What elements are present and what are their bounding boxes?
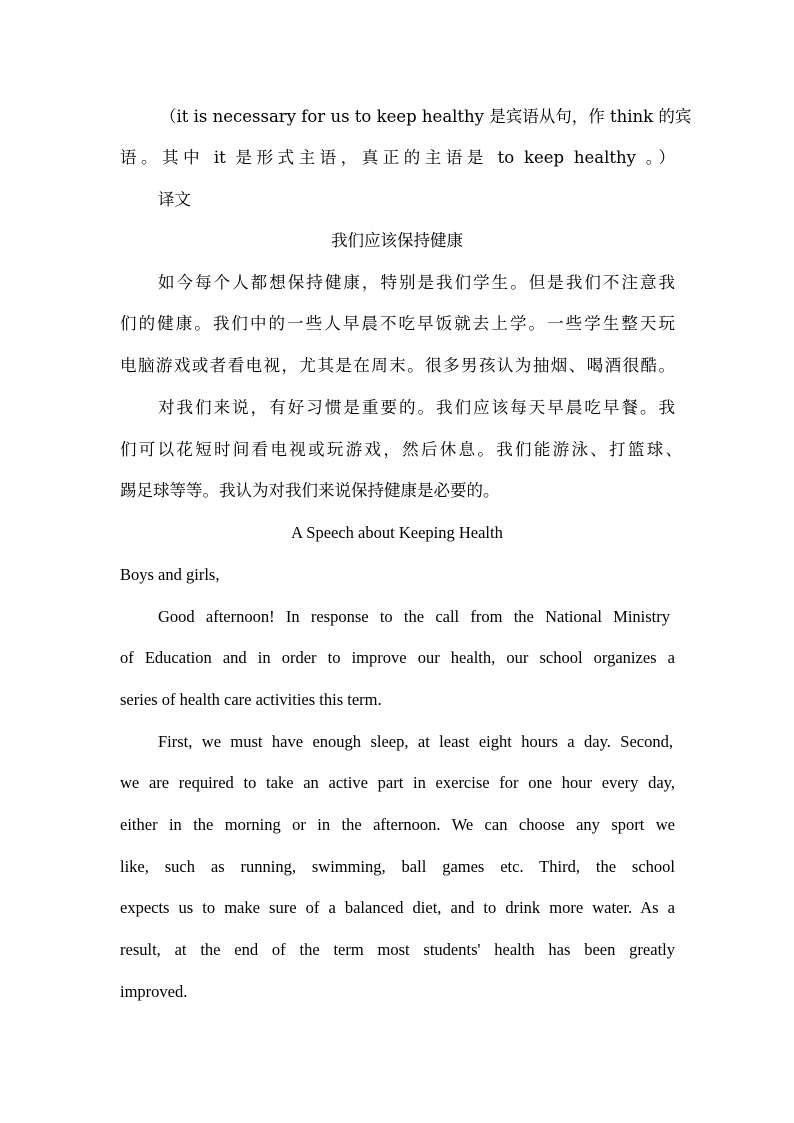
chinese-para2-line-3: 踢足球等等。我认为对我们来说保持健康是必要的。: [120, 481, 500, 500]
speech-para2-line-3: either in the morning or in the afternoon. We can choose any sport we: [120, 815, 675, 834]
speech-para1-line-3: series of health care activities this term.: [120, 690, 382, 709]
chinese-para1-line-2: 们的健康。我们中的一些人早晨不吃早饭就去上学。一些学生整天玩: [120, 314, 675, 333]
speech-para1-line-2: of Education and in order to improve our health, our school organizes a: [120, 648, 675, 667]
speech-title: A Speech about Keeping Health: [291, 523, 503, 542]
speech-para2-line-7: improved.: [120, 982, 188, 1001]
speech-para2-line-4: like, such as running, swimming, ball games etc. Third, the school: [120, 857, 675, 876]
speech-para2-line-5: expects us to make sure of a balanced diet, and to drink more water. As a: [120, 898, 675, 917]
greeting: Boys and girls,: [120, 565, 220, 584]
chinese-para1-line-3: 电脑游戏或者看电视，尤其是在周末。很多男孩认为抽烟、喝酒很酷。: [120, 356, 675, 375]
chinese-title: 我们应该保持健康: [331, 231, 463, 250]
note-line-2: 语。其中 it 是形式主语，真正的主语是 to keep healthy 。）: [120, 148, 675, 167]
translation-label: 译文: [158, 190, 191, 209]
note-line-1: （it is necessary for us to keep healthy 是宾语从句，作 think 的宾: [160, 107, 692, 126]
speech-para2-line-2: we are required to take an active part in exercise for one hour every day,: [120, 773, 675, 792]
speech-para1-line-1: Good afternoon! In response to the call from the National Ministry: [158, 607, 670, 626]
chinese-para2-line-1: 对我们来说，有好习惯是重要的。我们应该每天早晨吃早餐。我: [158, 398, 675, 417]
chinese-para2-line-2: 们可以花短时间看电视或玩游戏，然后休息。我们能游泳、打篮球、: [120, 440, 682, 459]
speech-para2-line-1: First, we must have enough sleep, at least eight hours a day. Second,: [158, 732, 673, 751]
speech-para2-line-6: result, at the end of the term most students' health has been greatly: [120, 940, 675, 959]
chinese-para1-line-1: 如今每个人都想保持健康，特别是我们学生。但是我们不注意我: [158, 273, 675, 292]
